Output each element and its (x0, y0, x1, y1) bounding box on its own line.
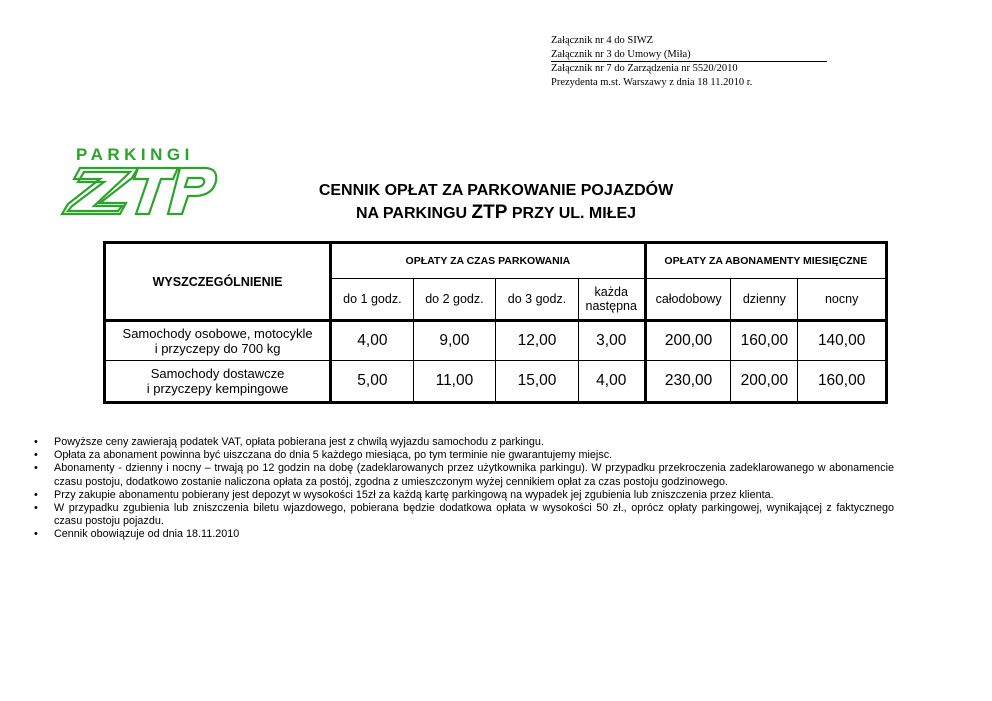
price-cell: 4,00 (331, 321, 414, 361)
note-text: W przypadku zgubienia lub zniszczenia biletu wjazdowego, pobierana będzie dodatkowa opłata w wysokości 50 zł., oprócz opłaty parkingowej, wynikającej z faktycznego czasu postoju pojazdu. (54, 502, 894, 528)
logo-word: PARKINGI (76, 145, 194, 164)
header-time-fees: OPŁATY ZA CZAS PARKOWANIA (331, 243, 646, 279)
price-cell: 230,00 (645, 361, 731, 403)
table-row (105, 361, 887, 403)
price-cell: 200,00 (645, 321, 731, 361)
table-row (105, 321, 887, 361)
bullet-icon: • (34, 528, 38, 541)
bullet-icon: • (34, 462, 38, 475)
list-item (34, 489, 894, 502)
document-header (551, 34, 827, 89)
row-label-line: Samochody dostawcze (150, 366, 285, 381)
column-header: do 1 godz. (331, 279, 414, 321)
column-header: nocny (798, 279, 887, 321)
bullet-icon: • (34, 502, 38, 515)
row-label-line: Samochody osobowe, motocykle (122, 326, 313, 341)
bullet-icon: • (34, 488, 38, 501)
ztp-logo (60, 145, 220, 220)
price-cell: 12,00 (496, 321, 579, 361)
price-cell: 11,00 (413, 361, 496, 403)
bullet-icon: • (34, 436, 38, 448)
header-line: Załącznik nr 7 do Zarządzenia nr 5520/2010 (551, 63, 738, 74)
header-description: WYSZCZEGÓLNIENIE (105, 243, 331, 321)
document-title (250, 180, 742, 225)
column-header: każda następna (578, 279, 645, 321)
price-cell: 15,00 (496, 361, 579, 403)
column-header: do 2 godz. (413, 279, 496, 321)
price-cell: 160,00 (731, 321, 798, 361)
notes-list (34, 436, 894, 542)
ztp-logo-mark-icon (60, 165, 220, 217)
price-cell: 9,00 (413, 321, 496, 361)
list-item (34, 436, 894, 449)
note-text: Powyższe ceny zawierają podatek VAT, opłata pobierana jest z chwilą wyjazdu samochodu z parkingu. (54, 436, 544, 448)
note-text: Przy zakupie abonamentu pobierany jest depozyt w wysokości 15zł za każdą kartę parkingową na wypadek jej zgubienia lub zniszczenia przez klienta. (54, 488, 774, 501)
header-subscription-fees: OPŁATY ZA ABONAMENTY MIESIĘCZNE (645, 243, 886, 279)
price-cell: 160,00 (798, 361, 887, 403)
price-cell: 140,00 (798, 321, 887, 361)
note-text: Opłata za abonament powinna być uiszczana do dnia 5 każdego miesiąca, po tym terminie nie gwarantujemy miejsc. (54, 449, 613, 462)
price-table (103, 241, 888, 404)
list-item (34, 528, 894, 541)
title-line-1: CENNIK OPŁAT ZA PARKOWANIE POJAZDÓW (318, 182, 674, 199)
row-label-line: i przyczepy do 700 kg (154, 341, 281, 356)
list-item (34, 462, 894, 488)
title-line-2-part: PRZY UL. MIŁEJ (507, 205, 637, 222)
header-line: Załącznik nr 3 do Umowy (Miła) (551, 48, 827, 63)
header-line: Prezydenta m.st. Warszawy z dnia 18 11.2010 r. (551, 76, 753, 88)
row-label (105, 361, 331, 403)
note-text: Abonamenty - dzienny i nocny – trwają po 12 godzin na dobę (zadeklarowanych przez użytkownika parkingu). W przypadku przekroczenia zadeklarowanego w abonamencie czasu postoju, dodatkowo zostanie naliczona opłata za postój, zgodna z umieszczonym wyżej cennikiem opłat za czas postoju godzinowego. (54, 462, 894, 488)
note-text: Cennik obowiązuje od dnia 18.11.2010 (54, 528, 240, 541)
price-cell: 3,00 (578, 321, 645, 361)
price-cell: 200,00 (731, 361, 798, 403)
row-label (105, 321, 331, 361)
price-cell: 5,00 (331, 361, 414, 403)
title-ztp: ZTP (471, 202, 508, 223)
bullet-icon: • (34, 449, 38, 462)
column-header: do 3 godz. (496, 279, 579, 321)
column-header: całodobowy (645, 279, 731, 321)
price-cell: 4,00 (578, 361, 645, 403)
row-label-line: i przyczepy kempingowe (146, 381, 289, 396)
list-item (34, 502, 894, 528)
title-line-2-part: NA PARKINGU (355, 205, 472, 222)
column-header: dzienny (731, 279, 798, 321)
list-item (34, 449, 894, 462)
title-line-2 (250, 202, 742, 225)
header-line: Załącznik nr 4 do SIWZ (551, 35, 654, 46)
